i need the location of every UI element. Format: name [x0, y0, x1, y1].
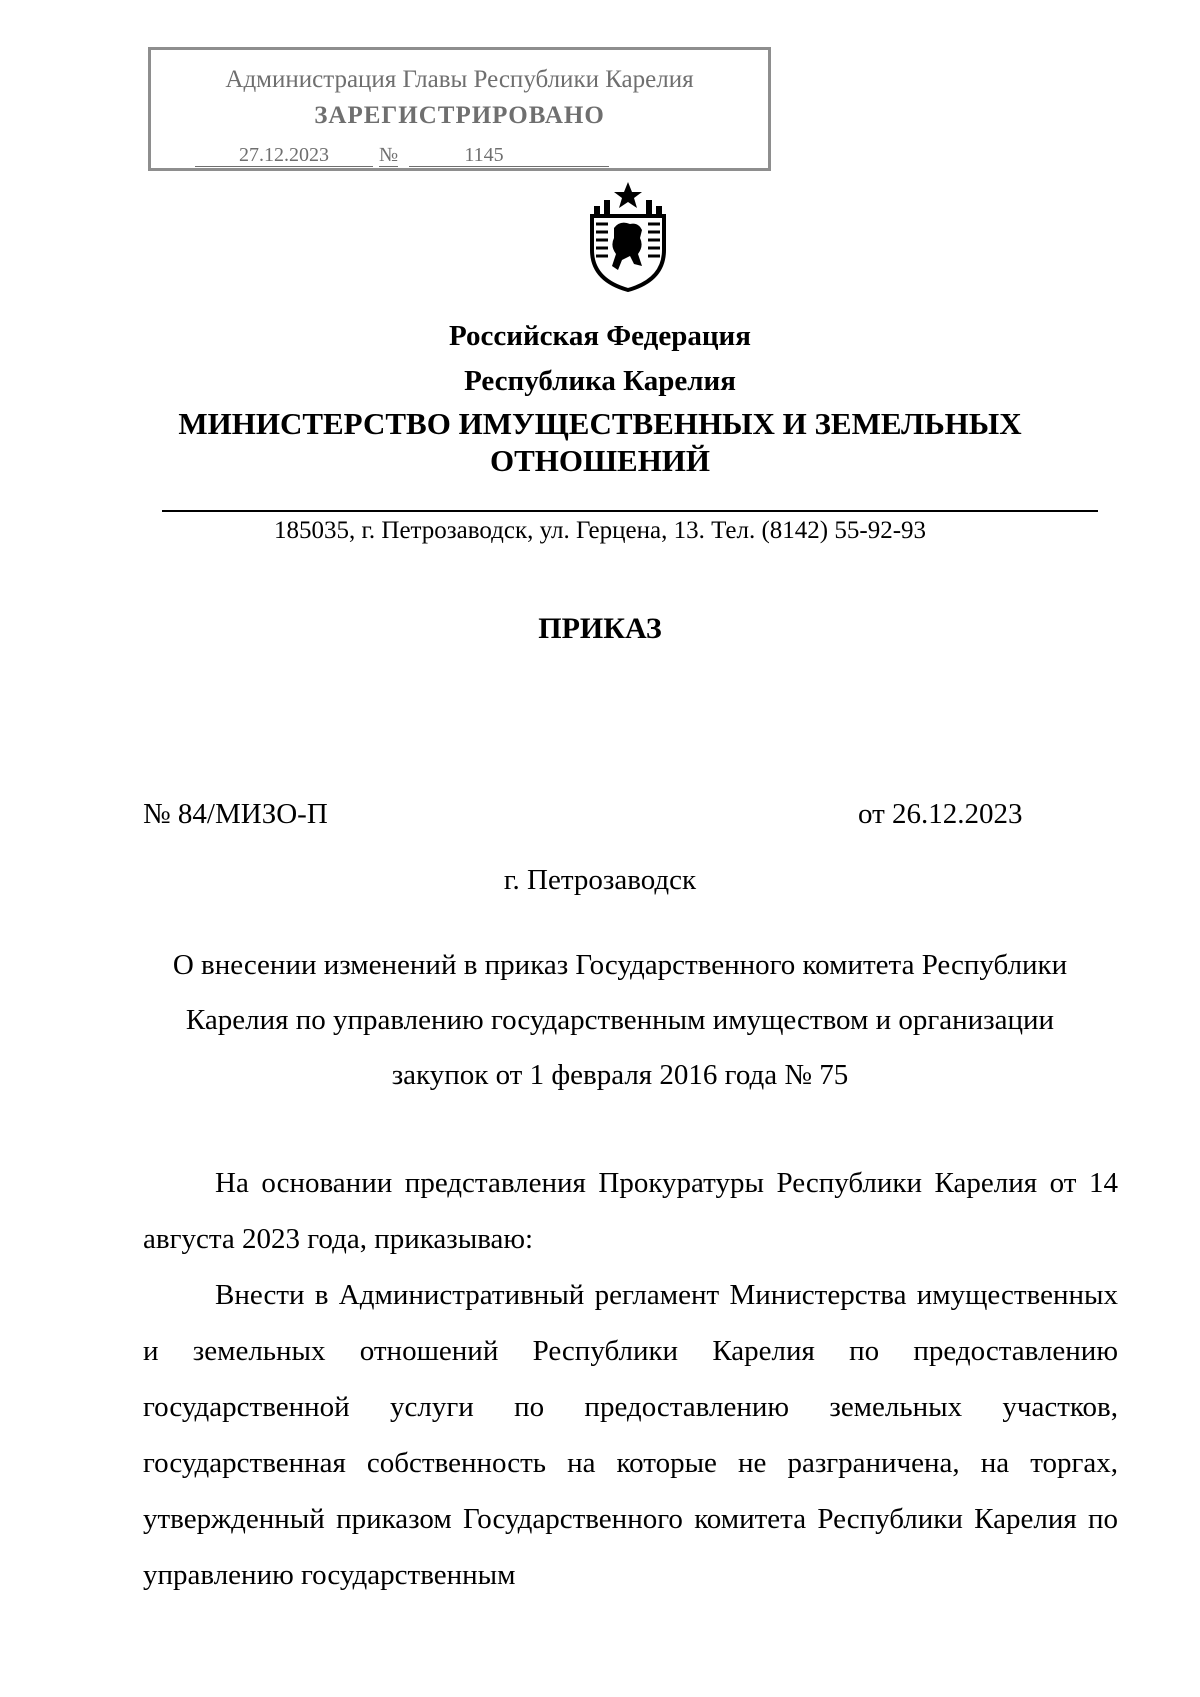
registration-stamp: [148, 47, 771, 171]
stamp-date: 27.12.2023: [195, 144, 373, 167]
karelia-coat-of-arms-icon: [586, 180, 670, 292]
stamp-status: ЗАРЕГИСТРИРОВАНО: [314, 102, 605, 129]
document-subject: О внесении изменений в приказ Государственного комитета Республики Карелия по управлению государственным имуществом и организации закупок от 1 февраля 2016 года № 75: [172, 949, 1068, 1091]
header-divider: [162, 510, 1098, 512]
document-type: ПРИКАЗ: [538, 612, 662, 645]
ministry-name: МИНИСТЕРСТВО ИМУЩЕСТВЕННЫХ И ЗЕМЕЛЬНЫХ ОТНОШЕНИЙ: [178, 406, 1022, 478]
body-paragraph: Внести в Административный регламент Министерства имущественных и земельных отношений Республики Карелия по предоставлению государственной услуги по предоставлению земельных участков, государственная собственность на которые не разграничена, на торгах, утвержденный приказом Государственного комитета Республики Карелия по управлению государственным: [143, 1279, 1118, 1591]
document-date: от 26.12.2023: [858, 798, 1023, 830]
document-city: г. Петрозаводск: [503, 864, 697, 896]
stamp-number: 1145: [409, 144, 609, 167]
stamp-authority: Администрация Главы Республики Карелия: [225, 66, 694, 93]
document-number: № 84/МИЗО-П: [143, 798, 328, 830]
ministry-address: 185035, г. Петрозаводск, ул. Герцена, 13. Тел. (8142) 55-92-93: [273, 517, 927, 544]
stamp-number-label: №: [379, 144, 399, 166]
body-paragraph: На основании представления Прокуратуры Республики Карелия от 14 августа 2023 года, приказываю:: [143, 1167, 1118, 1255]
country-name: Российская Федерация: [449, 320, 751, 352]
republic-name: Республика Карелия: [464, 365, 736, 397]
